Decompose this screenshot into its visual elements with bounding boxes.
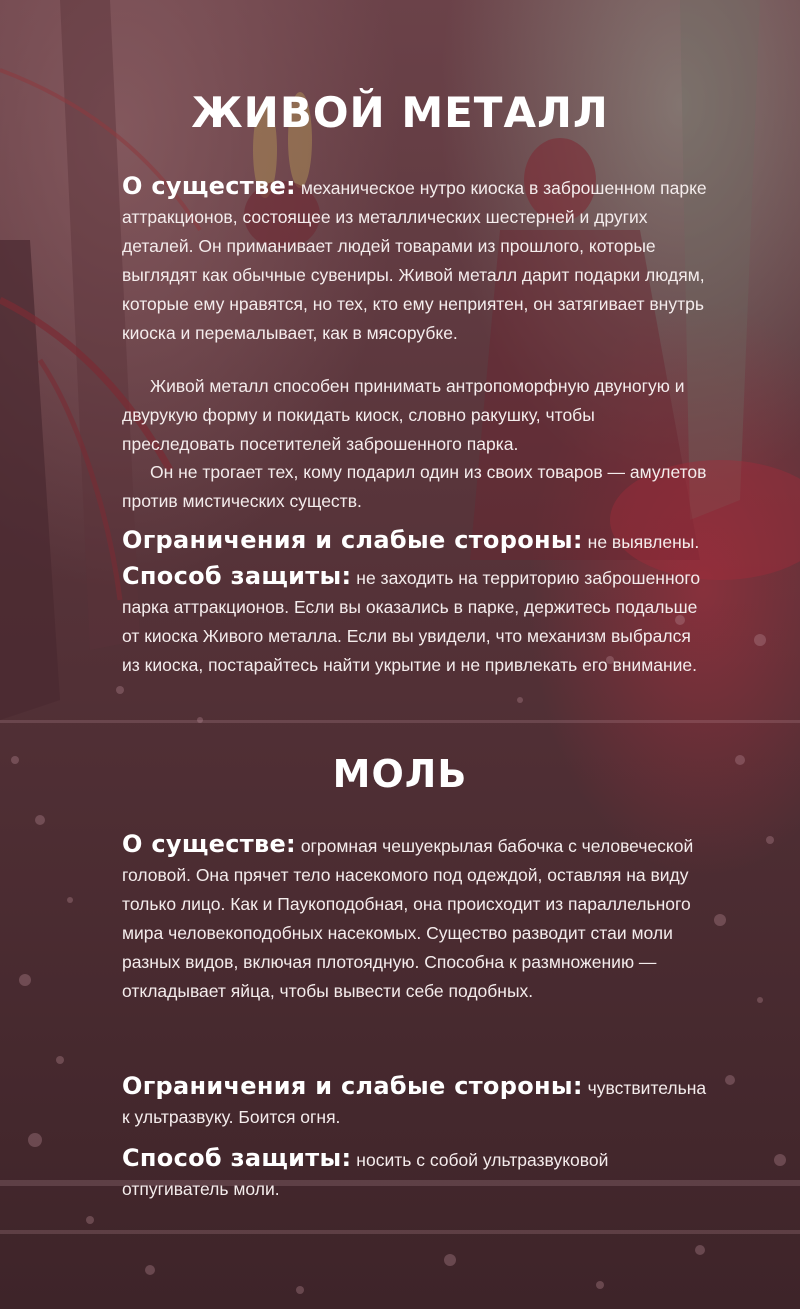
weakness-label: Ограничения и слабые стороны: xyxy=(122,526,583,554)
weakness-paragraph xyxy=(122,1072,712,1132)
protection-paragraph xyxy=(122,1144,712,1204)
protection-paragraph xyxy=(122,562,712,680)
weakness-text: не выявлены. xyxy=(587,532,700,552)
protection-text: не заходить на территорию заброшенного парка аттракционов. Если вы оказались в парке, держитесь подальше от киоска Живого металла. Если вы увидели, что механизм выбрался из киоска, постарайтесь найти укрытие и не привлекать его внимание. xyxy=(122,568,701,675)
about-text: огромная чешуекрылая бабочка с человеческой головой. Она прячет тело насекомого под одеждой, оставляя на виду только лицо. Как и Паукоподобная, она происходит из параллельного мира человекоподобных насекомых. Существо разводит стаи моли разных видов, включая плотоядную. Способна к размножению — откладывает яйца, чтобы вывести себе подобных. xyxy=(122,836,694,1001)
weakness-paragraph xyxy=(122,526,712,557)
about-paragraph xyxy=(122,830,712,1006)
about-paragraph xyxy=(122,172,712,348)
about-text: механическое нутро киоска в заброшенном парке аттракционов, состоящее из металлических шестерней и других деталей. Он приманивает людей товарами из прошлого, которые выглядят как обычные сувениры. Живой металл дарит подарки людям, которые ему нравятся, но тех, кто ему неприятен, он затягивает внутрь киоска и перемалывает, как в мясорубке. xyxy=(122,178,707,343)
section-title-moth: МОЛЬ xyxy=(332,752,468,796)
weakness-label: Ограничения и слабые стороны: xyxy=(122,1072,583,1100)
weakness-text: чувствительна к ультразвуку. Боится огня. xyxy=(122,1078,707,1127)
protection-text: носить с собой ультразвуковой отпугиватель моли. xyxy=(122,1150,609,1199)
section-title-living-metal: ЖИВОЙ МЕТАЛЛ xyxy=(191,88,609,137)
about-label: О существе: xyxy=(122,172,296,200)
protection-label: Способ защиты: xyxy=(122,562,352,590)
description-paragraph: Он не трогает тех, кому подарил один из своих товаров — амулетов против мистических существ. xyxy=(122,462,707,511)
protection-label: Способ защиты: xyxy=(122,1144,352,1172)
about-label: О существе: xyxy=(122,830,296,858)
description-paragraph: Живой металл способен принимать антропоморфную двуногую и двурукую форму и покидать киоск, словно ракушку, чтобы преследовать посетителей заброшенного парка. xyxy=(122,376,685,454)
